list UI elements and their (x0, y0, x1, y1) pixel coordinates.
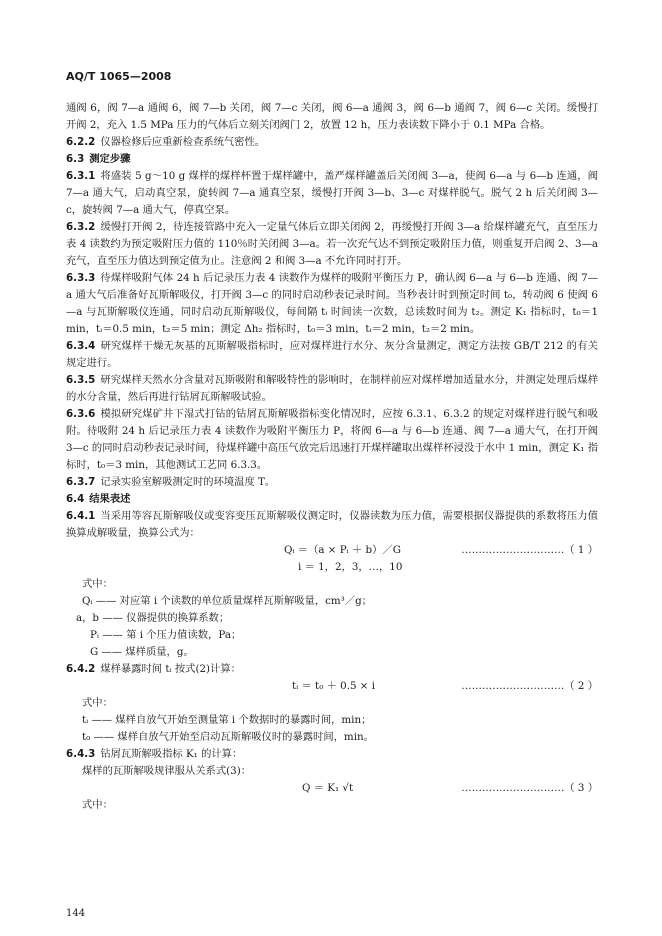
formula-3 (66, 780, 598, 797)
section-heading (66, 151, 598, 168)
section-text: 缓慢打开阀 2，待连接管路中充入一定量气体后立即关闭阀 2，再缓慢打开阀 3—a 给煤样罐充气，直至压力表 4 读数约为预定吸附压力值的 110％时关闭阀 3—a。若一次充气达不到预定吸附压力值，则重复开启阀 2、3—a 充气，直至压力值达到预定值为止。注意阀 2 和阀 3—a 不允许同时打开。 (66, 221, 598, 267)
where-label: 式中： (82, 578, 113, 590)
definition-g: G —— 煤样质量，g。 (90, 646, 194, 658)
section-6-4-2 (66, 661, 598, 678)
section-text: 研究煤样天然水分含量对瓦斯吸附和解吸特性的影响时，在制样前应对煤样增加适量水分，并测定处理后煤样的水分含量，然后再进行钻屑瓦斯解吸试验。 (66, 374, 598, 403)
section-number: 6.3 (66, 153, 85, 165)
where-label: 式中： (82, 799, 113, 811)
section-paragraph (66, 219, 598, 270)
standard-header: AQ/T 1065—2008 (66, 70, 172, 83)
section-paragraph (66, 372, 598, 406)
section-paragraph (66, 100, 598, 134)
definition-a-b: a，b —— 仪器提供的换算系数； (76, 612, 230, 624)
formula-2-number: …………………………（ 2 ） (461, 680, 598, 692)
section-paragraph (66, 134, 598, 151)
section-heading (66, 491, 598, 508)
formula-1-line2 (66, 559, 598, 576)
section-heading-text: 测定步骤 (89, 153, 131, 165)
section-number: 6.3.4 (66, 340, 96, 352)
document-body (66, 100, 598, 814)
definition-t0: t₀ —— 煤样自放气开始至启动瓦斯解吸仪时的暴露时间，min。 (82, 731, 374, 743)
section-number: 6.4 (66, 493, 85, 505)
definition-ti: tᵢ —— 煤样自放气开始至测量第 i 个数据时的暴露时间，min； (82, 714, 372, 726)
section-paragraph (66, 168, 598, 219)
section-text: 钻屑瓦斯解吸指标 K₁ 的计算： (100, 748, 243, 760)
formula-2 (66, 678, 598, 695)
formula-1-line1 (66, 542, 598, 559)
formula-2-expression: tᵢ ＝ t₀ ＋ 0.5 × i (292, 680, 376, 692)
section-number: 6.3.1 (66, 170, 96, 182)
formula-1-index-range: i ＝ 1，2，3，…，10 (298, 561, 403, 573)
where-block-2 (66, 695, 598, 746)
section-number: 6.3.2 (66, 221, 96, 233)
section-text: 仪器检修后应重新检查系统气密性。 (100, 136, 266, 148)
section-number: 6.2.2 (66, 136, 96, 148)
definition-qi: Qᵢ —— 对应第 i 个读数的单位质量煤样瓦斯解吸量，cm³／g； (82, 595, 372, 607)
section-paragraph (66, 406, 598, 474)
section-text: 通阀 6，阀 7—a 通阀 6，阀 7—b 关闭，阀 7—c 关闭，阀 6—a 通阀 3，阀 6—b 通阀 7，阀 6—c 关闭。缓慢打开阀 2，充入 1.5 MPa 压力的气体后立刻关闭阀门 2，放置 12 h，压力表读数下降小于 0.1 MPa 合格。 (66, 102, 598, 131)
section-paragraph (66, 338, 598, 372)
section-number: 6.4.2 (66, 663, 96, 675)
page-number: 144 (66, 908, 86, 919)
formula-3-number: …………………………（ 3 ） (461, 782, 598, 794)
section-paragraph (66, 270, 598, 338)
formula-3-expression: Q ＝ K₁ √t (302, 782, 354, 794)
where-block-1 (66, 576, 598, 661)
section-number: 6.4.3 (66, 748, 96, 760)
section-blocks (66, 100, 598, 542)
section-number: 6.4.1 (66, 510, 96, 522)
section-paragraph (66, 508, 598, 542)
section-6-4-3-line2: 煤样的瓦斯解吸规律服从关系式(3)： (82, 765, 252, 777)
section-number: 6.3.7 (66, 476, 96, 488)
formula-1-number: …………………………（ 1 ） (461, 544, 598, 556)
section-number: 6.3.3 (66, 272, 96, 284)
section-paragraph (66, 474, 598, 491)
section-6-4-3 (66, 746, 598, 763)
section-text: 当采用等容瓦斯解吸仪或变容变压瓦斯解吸仪测定时，仪器读数为压力值，需要根据仪器提供的系数将压力值换算成解吸量，换算公式为： (66, 510, 598, 539)
section-text: 记录实验室解吸测定时的环境温度 T。 (100, 476, 276, 488)
definition-pi: Pᵢ —— 第 i 个压力值读数，Pa； (90, 629, 242, 641)
section-text: 将盛装 5 g～10 g 煤样的煤样杯置于煤样罐中，盖严煤样罐盖后关闭阀 3—a，使阀 6—a 与 6—b 连通，阀 7—a 通大气，启动真空泵，旋转阀 7—a 通真空泵，缓慢打开阀 3—b、3—c 对煤样脱气。脱气 2 h 后关闭阀 3—c，旋转阀 7—a 通大气，停真空泵。 (66, 170, 598, 216)
section-text: 研究煤样干燥无灰基的瓦斯解吸指标时，应对煤样进行水分、灰分含量测定，测定方法按 GB/T 212 的有关规定进行。 (66, 340, 598, 369)
section-text: 模拟研究煤矿井下湿式打钻的钻屑瓦斯解吸指标变化情况时，应按 6.3.1、6.3.2 的规定对煤样进行脱气和吸附。待吸附 24 h 后记录压力表 4 读数作为吸附平衡压力 P，将阀 6—a 与 6—b 连通、阀 7—a 通大气，在打开阀 3—c 的同时启动秒表记录时间，待煤样罐中高压气放完后迅速打开煤样罐取出煤样杯浸没于水中 1 min，测定 K₁ 指标时，t₀＝3 min，其他测试工艺同 6.3.3。 (66, 408, 598, 471)
section-text: 煤样暴露时间 tᵢ 按式(2)计算： (100, 663, 241, 675)
section-number: 6.3.6 (66, 408, 96, 420)
formula-1-expression: Qᵢ ＝（a × Pᵢ ＋ b）／G (284, 544, 401, 556)
where-label: 式中： (82, 697, 113, 709)
section-number: 6.3.5 (66, 374, 96, 386)
section-heading-text: 结果表述 (89, 493, 131, 505)
section-text: 待煤样吸附气体 24 h 后记录压力表 4 读数作为煤样的吸附平衡压力 P，确认阀 6—a 与 6—b 连通、阀 7—a 通大气后准备好瓦斯解吸仪，打开阀 3—c 的同时启动秒表记录时间。当秒表计时到预定时间 t₀，转动阀 6 使阀 6—a 与瓦斯解吸仪连通，同时启动瓦斯解吸仪，每间隔 tᵢ 时间读一次数，总读数时间为 t₂。测定 K₁ 指标时，t₀＝1 min，tᵢ＝0.5 min，t₂＝5 min；测定 Δh₂ 指标时，t₀＝3 min，tᵢ＝2 min，t₂＝2 min。 (66, 272, 598, 335)
